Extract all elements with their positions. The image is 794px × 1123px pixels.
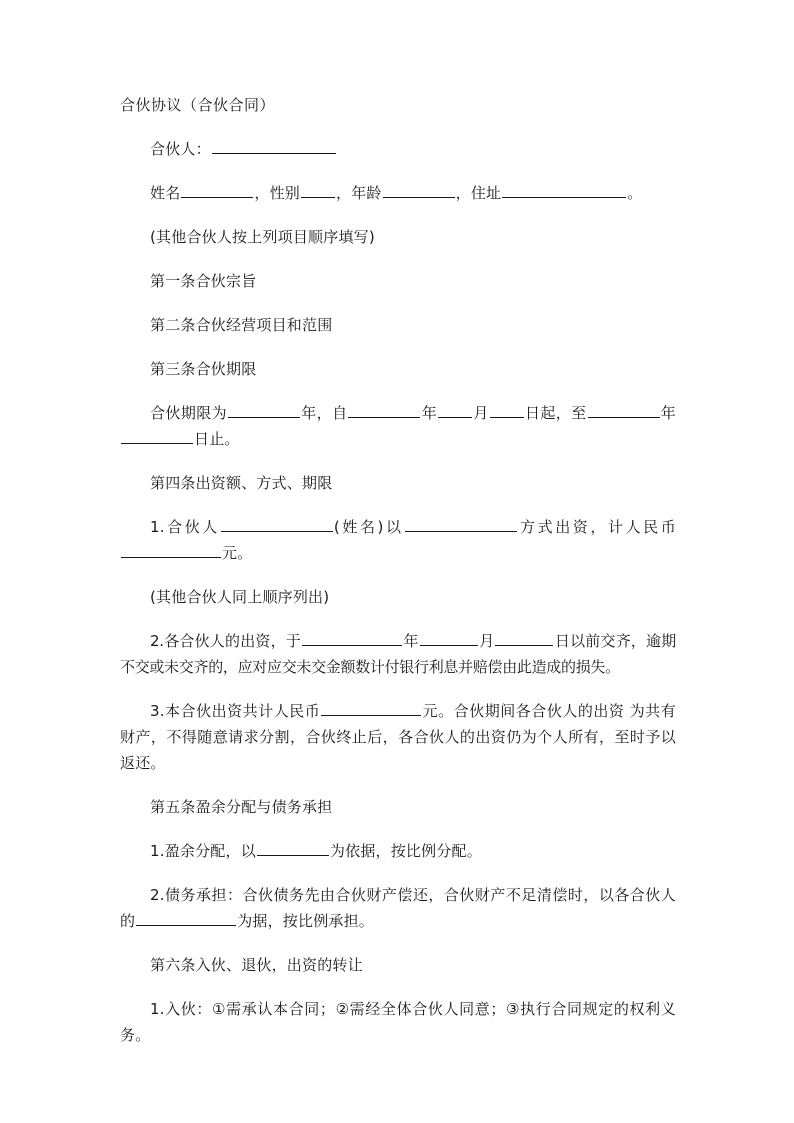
item-5-2-text-1: 2.债务承担：合伙债务先由合伙财产偿还，合伙财产不足清偿时，以各合伙人的 xyxy=(120,886,676,930)
item-4-2-text-1: 2.各合伙人的出资，于 xyxy=(150,632,301,650)
article-4-heading: 第四条出资额、方式、期限 xyxy=(150,474,333,492)
term-text-4: 月 xyxy=(473,404,489,422)
age-label: 年龄 xyxy=(351,184,382,202)
term-text-3: 年 xyxy=(421,404,438,422)
payment-year-blank[interactable] xyxy=(302,631,402,646)
item-4-2-text-4: 日以前交齐，逾期不交或未交齐的，应对应交未交金额数计付银行利息并赔偿由此造成的损失。 xyxy=(120,632,676,676)
article-5-heading: 第五条盈余分配与债务承担 xyxy=(150,798,333,816)
identity-sep-2: ， xyxy=(336,184,352,202)
page-title: 合伙协议（合伙合同） xyxy=(120,96,276,114)
age-blank[interactable] xyxy=(383,183,455,198)
article-6-heading: 第六条入伙、退伙，出资的转让 xyxy=(150,956,363,974)
item-4-3 xyxy=(120,698,676,776)
identity-end-mark: 。 xyxy=(627,184,643,202)
document-body xyxy=(120,92,676,1066)
item-5-2 xyxy=(120,882,676,934)
term-text-5: 日起，至 xyxy=(524,404,587,422)
term-start-day-blank[interactable] xyxy=(490,403,524,418)
term-text-2: 年，自 xyxy=(301,404,348,422)
payment-day-blank[interactable] xyxy=(495,631,553,646)
item-4-1-text-2: (姓名)以 xyxy=(333,518,404,536)
item-5-1-text-1: 1.盈余分配，以 xyxy=(150,842,256,860)
address-label: 住址 xyxy=(470,184,502,202)
item-4-2-text-3: 月 xyxy=(478,632,495,650)
item-4-1-text-3: 方式出资，计人民币 xyxy=(517,518,676,536)
item-4-1 xyxy=(120,514,676,566)
item-6-1: 1.入伙：①需承认本合同；②需经全体合伙人同意；③执行合同规定的权利义务。 xyxy=(120,1000,676,1044)
name-blank[interactable] xyxy=(181,183,253,198)
term-text-6: 年 xyxy=(660,404,676,422)
term-years-blank[interactable] xyxy=(228,403,300,418)
item-4-1-text-1: 1.合伙人 xyxy=(150,518,220,536)
profit-basis-blank[interactable] xyxy=(257,841,329,856)
term-start-month-blank[interactable] xyxy=(438,403,472,418)
partner-field-line xyxy=(120,136,676,162)
term-start-year-blank[interactable] xyxy=(348,403,420,418)
term-text-7: 日止。 xyxy=(194,430,240,448)
article-2-heading: 第二条合伙经营项目和范围 xyxy=(150,316,333,334)
item-4-1-text-4: 元。 xyxy=(222,544,253,562)
identity-line xyxy=(120,180,676,206)
identity-sep-3: ， xyxy=(455,184,471,202)
item-5-1-text-2: 为依据，按比例分配。 xyxy=(329,842,482,860)
total-contribution-blank[interactable] xyxy=(321,701,421,716)
contributor-name-blank[interactable] xyxy=(221,517,333,532)
item-4-3-text-1: 3.本合伙出资共计人民币 xyxy=(150,702,321,720)
partner-name-blank[interactable] xyxy=(212,139,336,154)
item-5-1 xyxy=(120,838,676,864)
item-4-2 xyxy=(120,628,676,680)
term-end-year-blank[interactable] xyxy=(588,403,660,418)
partner-label: 合伙人： xyxy=(150,140,211,158)
note-same-order: (其他合伙人同上顺序列出) xyxy=(150,588,330,606)
address-blank[interactable] xyxy=(502,183,626,198)
contribution-amount-blank[interactable] xyxy=(121,543,221,558)
payment-month-blank[interactable] xyxy=(420,631,478,646)
note-other-partners: (其他合伙人按上列项目顺序填写) xyxy=(150,228,375,246)
item-5-2-text-2: 为据，按比例承担。 xyxy=(237,912,375,930)
article-3-heading: 第三条合伙期限 xyxy=(150,360,257,378)
item-4-3-text-2: 元。合伙期间各合伙人的出资 为共有财产，不得随意请求分割，合伙终止后，各合伙人的出资仍为个人所有，至时予以返还。 xyxy=(120,702,676,772)
name-label: 姓名 xyxy=(150,184,181,202)
item-4-2-text-2: 年 xyxy=(403,632,419,650)
partnership-term-line xyxy=(120,400,676,452)
gender-label: 性别 xyxy=(269,184,301,202)
debt-basis-blank[interactable] xyxy=(136,911,236,926)
contribution-method-blank[interactable] xyxy=(405,517,517,532)
article-1-heading: 第一条合伙宗旨 xyxy=(150,272,257,290)
term-text-1: 合伙期限为 xyxy=(150,404,228,422)
identity-sep-1: ， xyxy=(254,184,270,202)
term-end-day-blank[interactable] xyxy=(121,429,193,444)
gender-blank[interactable] xyxy=(301,183,335,198)
